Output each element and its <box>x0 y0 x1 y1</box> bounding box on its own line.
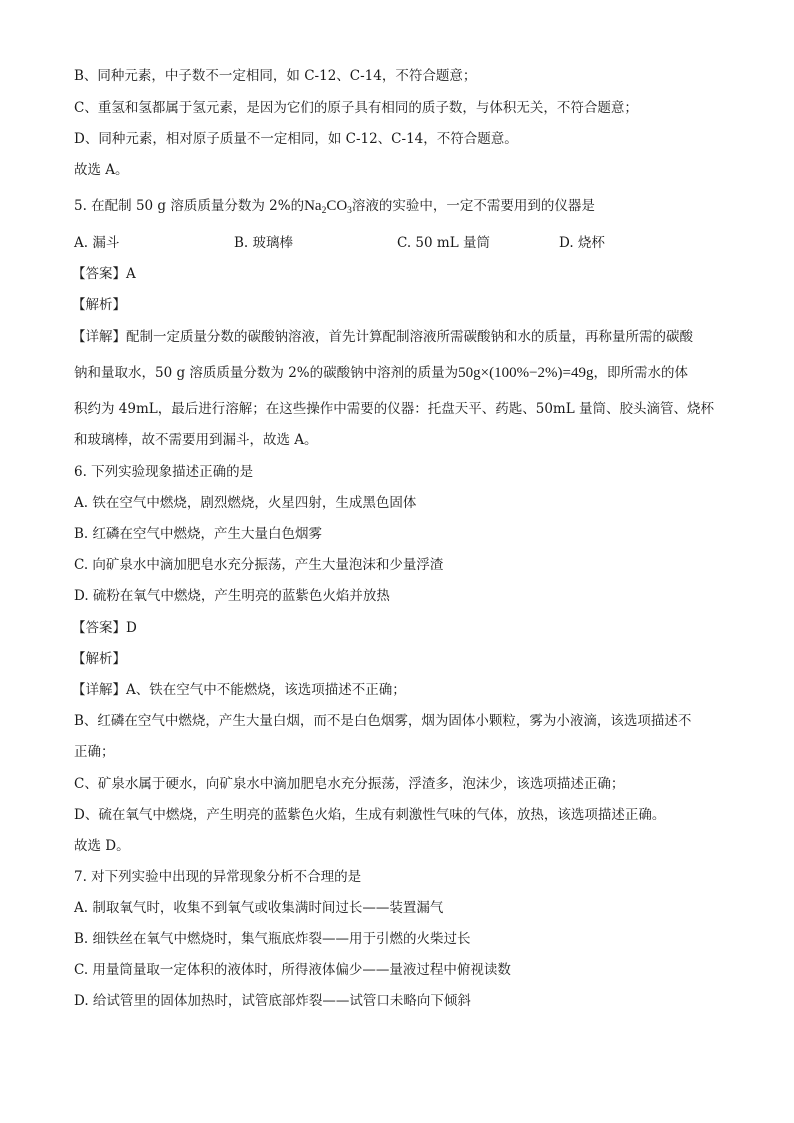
prev-option-c-explanation: C、重氢和氢都属于氢元素，是因为它们的原子具有相同的质子数，与体积无关，不符合题意； <box>74 100 638 116</box>
q6-detail-line-1: 【详解】A、铁在空气中不能燃烧，该选项描述不正确； <box>72 682 406 698</box>
q6-option-b: B. 红磷在空气中燃烧，产生大量白色烟雾 <box>74 526 323 542</box>
q5-detail-line-4: 和玻璃棒，故不需要用到漏斗，故选 A。 <box>74 432 318 448</box>
prev-conclusion: 故选 A。 <box>74 162 129 178</box>
q7-option-d: D. 给试管里的固体加热时，试管底部炸裂——试管口未略向下倾斜 <box>74 993 471 1009</box>
q5-calculation: 50g×(100%−2%)=49g <box>458 365 594 381</box>
question-7-stem: 7. 对下列实验中出现的异常现象分析不合理的是 <box>74 869 362 885</box>
q7-option-a: A. 制取氧气时，收集不到氧气或收集满时间过长——装置漏气 <box>74 900 444 916</box>
prev-option-b-explanation: B、同种元素，中子数不一定相同，如 C-12、C-14，不符合题意； <box>74 68 477 84</box>
q6-option-c: C. 向矿泉水中滴加肥皂水充分振荡，产生大量泡沫和少量浮渣 <box>74 557 444 573</box>
q6-analysis-heading: 【解析】 <box>72 651 126 667</box>
formula-na2co3: $Na_2CO_3$ <box>304 198 352 216</box>
q6-detail-line-4: C、矿泉水属于硬水，向矿泉水中滴加肥皂水充分振荡，浮渣多，泡沫少，该选项描述正确； <box>74 776 625 792</box>
q5-option-a: A. 漏斗 <box>74 235 120 251</box>
q5-option-d: D. 烧杯 <box>559 235 605 251</box>
q6-detail-line-3: 正确； <box>74 744 115 760</box>
q6-detail-line-2: B、红磷在空气中燃烧，产生大量白烟，而不是白色烟雾，烟为固体小颗粒，雾为小液滴，该选项描述不 <box>74 713 692 729</box>
q5-detail-line-1: 【详解】配制一定质量分数的碳酸钠溶液，首先计算配制溶液所需碳酸钠和水的质量，再称量所需的碳酸 <box>72 329 693 345</box>
q6-option-a: A. 铁在空气中燃烧，剧烈燃烧，火星四射，生成黑色固体 <box>74 495 417 511</box>
q5-analysis-heading: 【解析】 <box>72 297 126 313</box>
q5-option-b: B. 玻璃棒 <box>234 235 294 251</box>
q6-option-d: D. 硫粉在氧气中燃烧，产生明亮的蓝紫色火焰并放热 <box>74 588 390 604</box>
q5-option-c: C. 50 mL 量筒 <box>397 235 490 251</box>
q6-answer: 【答案】D <box>72 620 137 636</box>
prev-option-d-explanation: D、同种元素，相对原子质量不一定相同，如 C-12、C-14，不符合题意。 <box>74 131 518 147</box>
q7-option-c: C. 用量筒量取一定体积的液体时，所得液体偏少——量液过程中俯视读数 <box>74 962 511 978</box>
q5-detail-line-3: 积约为 49mL，最后进行溶解；在这些操作中需要的仪器：托盘天平、药匙、50mL 量筒、胶头滴管、烧杯 <box>74 401 714 417</box>
q6-detail-line-5: D、硫在氧气中燃烧，产生明亮的蓝紫色火焰，生成有刺激性气味的气体，放热，该选项描述正确。 <box>74 807 666 823</box>
q5-answer: 【答案】A <box>72 266 136 282</box>
question-5-stem <box>74 197 595 217</box>
q5-detail-line-2: 钠和量取水，50 g 溶质质量分数为 2%的碳酸钠中溶剂的质量为50g×(100%−2%)=49g，即所需水的体 <box>74 365 688 381</box>
q6-conclusion: 故选 D。 <box>74 838 130 854</box>
q5-stem-text-2: 溶液的实验中，一定不需要用到的仪器是 <box>351 198 595 214</box>
q7-option-b: B. 细铁丝在氧气中燃烧时，集气瓶底炸裂——用于引燃的火柴过长 <box>74 931 471 947</box>
question-6-stem: 6. 下列实验现象描述正确的是 <box>74 464 254 480</box>
q5-stem-text: 5. 在配制 50 g 溶质质量分数为 2%的 <box>74 198 305 214</box>
